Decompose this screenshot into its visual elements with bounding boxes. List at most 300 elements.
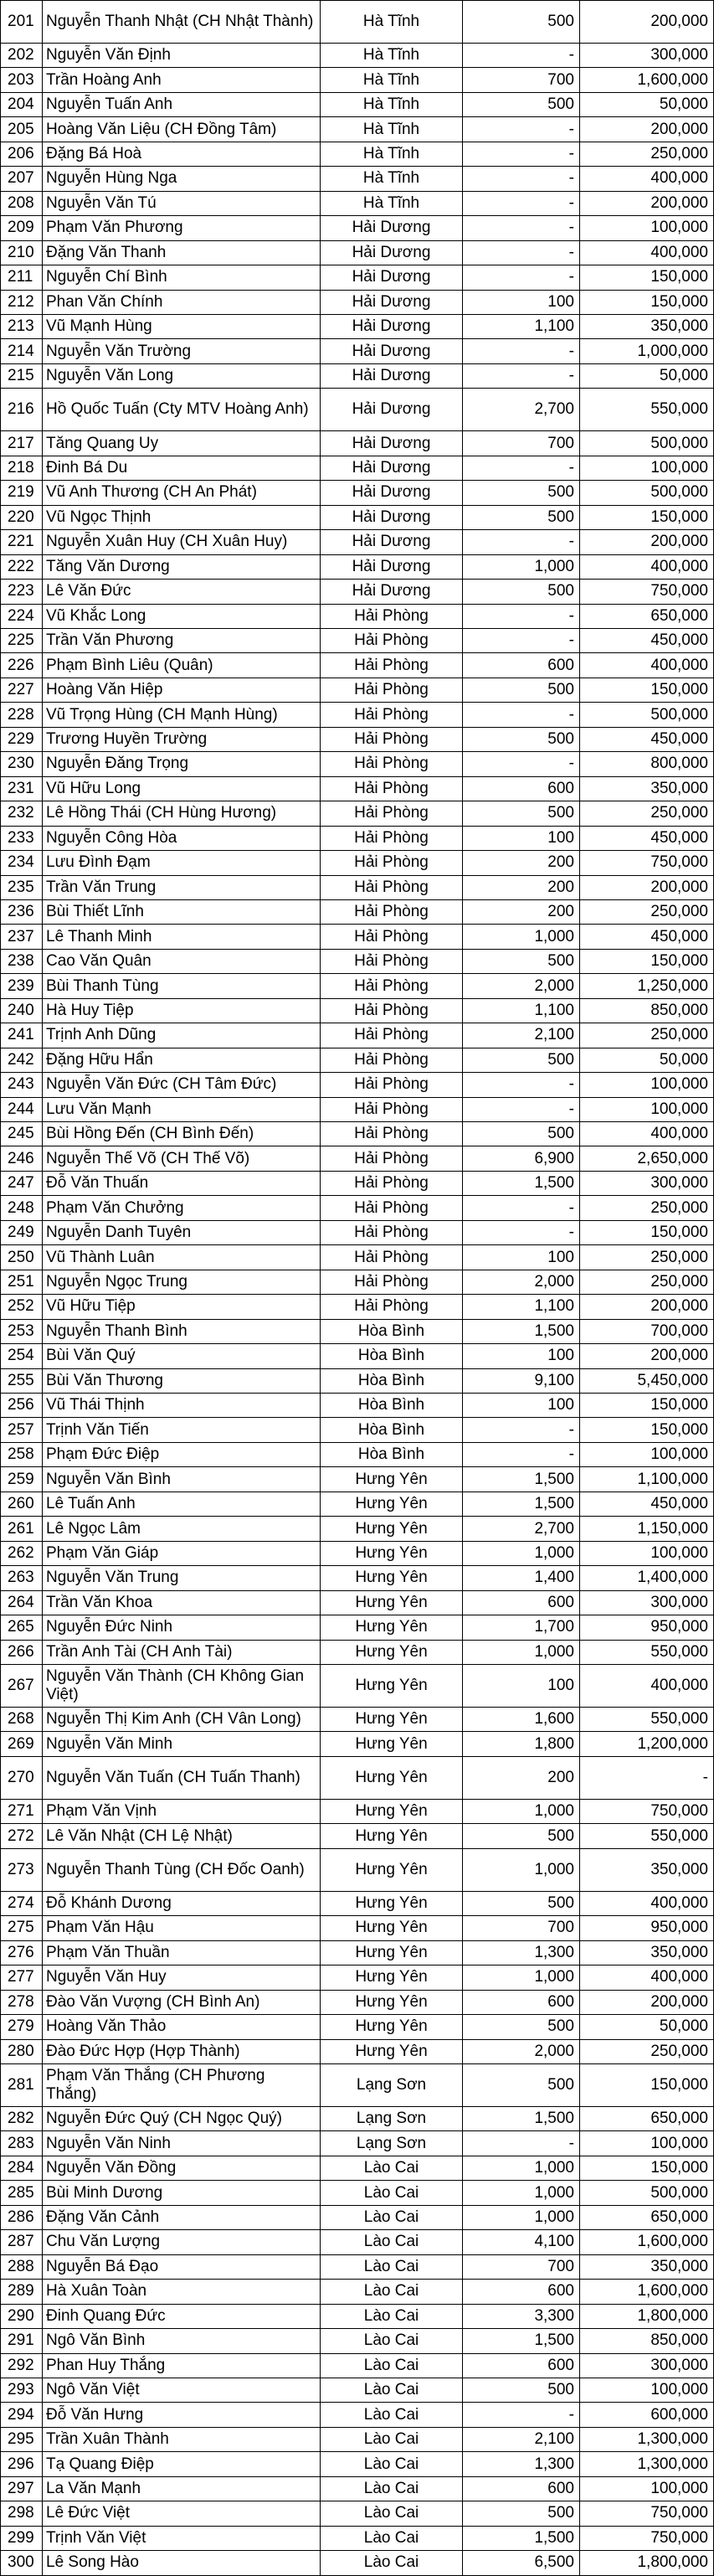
province-cell: Hải Phòng [321,776,463,801]
quantity-cell: 2,000 [463,1270,580,1294]
table-row [1,776,714,801]
amount-cell: 1,100,000 [580,1467,714,1492]
row-number-cell: 225 [1,628,43,652]
table-row [1,265,714,290]
province-cell: Hải Phòng [321,1220,463,1244]
name-cell: Phạm Đức Điệp [43,1442,321,1466]
quantity-cell: 1,500 [463,2526,580,2550]
name-cell: Vũ Ngọc Thịnh [43,505,321,529]
table-row [1,1196,714,1220]
quantity-cell: - [463,339,580,363]
quantity-cell: 600 [463,776,580,801]
quantity-cell: - [463,1097,580,1121]
province-cell: Hải Dương [321,580,463,604]
row-number-cell: 230 [1,752,43,776]
table-row [1,2230,714,2254]
name-cell: Bùi Hồng Đến (CH Bình Đến) [43,1122,321,1146]
name-cell: Lưu Văn Mạnh [43,1097,321,1121]
table-row [1,1541,714,1565]
amount-cell: 750,000 [580,851,714,875]
amount-cell: 150,000 [580,1220,714,1244]
row-number-cell: 269 [1,1732,43,1756]
quantity-cell: 1,400 [463,1566,580,1590]
amount-cell: 850,000 [580,998,714,1023]
amount-cell: 600,000 [580,2403,714,2427]
name-cell: Lê Văn Nhật (CH Lệ Nhật) [43,1824,321,1848]
province-cell: Lào Cai [321,2280,463,2304]
province-cell: Hà Tĩnh [321,167,463,191]
province-cell: Hưng Yên [321,1940,463,1965]
name-cell: Lê Thanh Minh [43,925,321,949]
amount-cell: 650,000 [580,2106,714,2130]
name-cell: Nguyễn Đức Quý (CH Ngọc Quý) [43,2106,321,2130]
table-row [1,554,714,579]
row-number-cell: 271 [1,1799,43,1823]
amount-cell: 950,000 [580,1916,714,1940]
name-cell: Nguyễn Thế Võ (CH Thế Võ) [43,1146,321,1171]
table-row [1,314,714,338]
quantity-cell: - [463,2131,580,2156]
row-number-cell: 216 [1,389,43,431]
name-cell: Hoàng Văn Liệu (CH Đồng Tâm) [43,117,321,142]
province-cell: Lào Cai [321,2353,463,2378]
name-cell: Nguyễn Thanh Tùng (CH Đốc Oanh) [43,1848,321,1891]
table-row [1,1848,714,1891]
table-row [1,1368,714,1393]
row-number-cell: 251 [1,1270,43,1294]
quantity-cell: - [463,191,580,215]
table-row [1,1640,714,1664]
province-cell: Lào Cai [321,2551,463,2575]
province-cell: Hải Phòng [321,1023,463,1048]
province-cell: Hải Phòng [321,1270,463,1294]
quantity-cell: - [463,142,580,166]
row-number-cell: 299 [1,2526,43,2550]
row-number-cell: 292 [1,2353,43,2378]
province-cell: Hà Tĩnh [321,68,463,92]
quantity-cell: 500 [463,2501,580,2526]
province-cell: Lạng Sơn [321,2131,463,2156]
row-number-cell: 287 [1,2230,43,2254]
amount-cell: 150,000 [580,265,714,290]
row-number-cell: 294 [1,2403,43,2427]
name-cell: Nguyễn Văn Ninh [43,2131,321,2156]
province-cell: Hải Phòng [321,998,463,1023]
amount-cell: 200,000 [580,1295,714,1319]
name-cell: Bùi Minh Dương [43,2181,321,2205]
row-number-cell: 209 [1,216,43,240]
table-row [1,290,714,314]
table-row [1,389,714,431]
name-cell: Trần Văn Trung [43,875,321,899]
table-row [1,2304,714,2328]
name-cell: Nguyễn Thanh Nhật (CH Nhật Thành) [43,1,321,44]
amount-cell: 50,000 [580,1048,714,1072]
name-cell: Nguyễn Văn Đồng [43,2156,321,2180]
name-cell: Trần Anh Tài (CH Anh Tài) [43,1640,321,1664]
quantity-cell: - [463,1418,580,1442]
name-cell: Lưu Đình Đạm [43,851,321,875]
province-cell: Hòa Bình [321,1418,463,1442]
name-cell: Bùi Thiết Lĩnh [43,899,321,924]
name-cell: Hồ Quốc Tuấn (Cty MTV Hoàng Anh) [43,389,321,431]
table-row [1,2551,714,2575]
province-cell: Hải Phòng [321,1146,463,1171]
row-number-cell: 260 [1,1492,43,1516]
name-cell: Vũ Hữu Long [43,776,321,801]
name-cell: Nguyễn Văn Huy [43,1965,321,1990]
amount-cell: 1,800,000 [580,2304,714,2328]
name-cell: Chu Văn Lượng [43,2230,321,2254]
table-row [1,2063,714,2106]
table-row [1,1,714,44]
quantity-cell: 9,100 [463,1368,580,1393]
row-number-cell: 253 [1,1319,43,1343]
table-row [1,801,714,826]
name-cell: Nguyễn Ngọc Trung [43,1270,321,1294]
row-number-cell: 247 [1,1171,43,1195]
table-row [1,505,714,529]
quantity-cell: 100 [463,1665,580,1708]
name-cell: Hoàng Văn Thảo [43,2015,321,2039]
province-cell: Hải Dương [321,216,463,240]
row-number-cell: 224 [1,604,43,628]
row-number-cell: 201 [1,1,43,44]
province-cell: Hưng Yên [321,1732,463,1756]
quantity-cell: 4,100 [463,2230,580,2254]
name-cell: Trần Văn Khoa [43,1590,321,1615]
amount-cell: 250,000 [580,801,714,826]
province-cell: Hải Phòng [321,1245,463,1270]
quantity-cell: 1,100 [463,1295,580,1319]
amount-cell: 200,000 [580,1,714,44]
row-number-cell: 220 [1,505,43,529]
province-cell: Lào Cai [321,2403,463,2427]
name-cell: Phạm Văn Phương [43,216,321,240]
quantity-cell: - [463,1442,580,1466]
table-row [1,851,714,875]
name-cell: Vũ Mạnh Hùng [43,314,321,338]
province-cell: Lào Cai [321,2230,463,2254]
table-row [1,2131,714,2156]
table-row [1,1418,714,1442]
name-cell: Vũ Hữu Tiệp [43,1295,321,1319]
name-cell: Nguyễn Đăng Trọng [43,752,321,776]
amount-cell: 100,000 [580,456,714,480]
amount-cell: 400,000 [580,1122,714,1146]
table-row [1,1590,714,1615]
name-cell: Vũ Khắc Long [43,604,321,628]
province-cell: Hải Phòng [321,653,463,677]
row-number-cell: 291 [1,2329,43,2353]
row-number-cell: 270 [1,1756,43,1799]
row-number-cell: 297 [1,2476,43,2501]
table-row [1,653,714,677]
amount-cell: 1,200,000 [580,1732,714,1756]
table-row [1,1023,714,1048]
amount-cell: 1,150,000 [580,1517,714,1541]
province-cell: Hưng Yên [321,1916,463,1940]
quantity-cell: 700 [463,2254,580,2279]
row-number-cell: 221 [1,530,43,554]
table-row [1,1295,714,1319]
quantity-cell: - [463,1220,580,1244]
name-cell: Nguyễn Văn Tuấn (CH Tuấn Thanh) [43,1756,321,1799]
row-number-cell: 207 [1,167,43,191]
province-cell: Hải Phòng [321,1295,463,1319]
name-cell: Đinh Quang Đức [43,2304,321,2328]
name-cell: Lê Ngọc Lâm [43,1517,321,1541]
table-row [1,142,714,166]
amount-cell: 350,000 [580,314,714,338]
name-cell: Lê Tuấn Anh [43,1492,321,1516]
amount-cell: 400,000 [580,240,714,265]
row-number-cell: 256 [1,1394,43,1418]
table-row [1,1122,714,1146]
table-row [1,2254,714,2279]
name-cell: Nguyễn Văn Tú [43,191,321,215]
amount-cell: 200,000 [580,117,714,142]
name-cell: Ngô Văn Việt [43,2378,321,2402]
row-number-cell: 248 [1,1196,43,1220]
table-row [1,1990,714,2014]
amount-cell: 5,450,000 [580,1368,714,1393]
row-number-cell: 255 [1,1368,43,1393]
table-row [1,628,714,652]
row-number-cell: 241 [1,1023,43,1048]
row-number-cell: 275 [1,1916,43,1940]
quantity-cell: 500 [463,2378,580,2402]
province-cell: Hưng Yên [321,2015,463,2039]
name-cell: Hà Huy Tiệp [43,998,321,1023]
province-cell: Hưng Yên [321,1665,463,1708]
quantity-cell: 3,300 [463,2304,580,2328]
province-cell: Hưng Yên [321,1640,463,1664]
name-cell: Đặng Văn Cảnh [43,2205,321,2229]
table-row [1,1615,714,1640]
amount-cell: 400,000 [580,653,714,677]
amount-cell: 700,000 [580,1319,714,1343]
row-number-cell: 267 [1,1665,43,1708]
quantity-cell: 1,000 [463,925,580,949]
name-cell: Đinh Bá Du [43,456,321,480]
table-row [1,240,714,265]
name-cell: Đặng Bá Hoà [43,142,321,166]
table-row [1,1891,714,1915]
table-row [1,2205,714,2229]
quantity-cell: 1,000 [463,1541,580,1565]
amount-cell: 150,000 [580,949,714,973]
row-number-cell: 264 [1,1590,43,1615]
quantity-cell: 500 [463,1048,580,1072]
table-row [1,1756,714,1799]
quantity-cell: 600 [463,2280,580,2304]
quantity-cell: - [463,216,580,240]
amount-cell: 200,000 [580,530,714,554]
row-number-cell: 263 [1,1566,43,1590]
amount-cell: 400,000 [580,167,714,191]
quantity-cell: 500 [463,580,580,604]
province-cell: Lào Cai [321,2476,463,2501]
province-cell: Hưng Yên [321,1615,463,1640]
quantity-cell: - [463,2403,580,2427]
province-cell: Hưng Yên [321,1990,463,2014]
row-number-cell: 280 [1,2039,43,2063]
name-cell: Trịnh Văn Tiến [43,1418,321,1442]
row-number-cell: 300 [1,2551,43,2575]
table-row [1,2156,714,2180]
name-cell: Nguyễn Xuân Huy (CH Xuân Huy) [43,530,321,554]
name-cell: Nguyễn Văn Thành (CH Không Gian Việt) [43,1665,321,1708]
table-row [1,2181,714,2205]
table-row [1,117,714,142]
quantity-cell: 500 [463,92,580,116]
quantity-cell: 6,500 [463,2551,580,2575]
amount-cell: 500,000 [580,2181,714,2205]
quantity-cell: 1,500 [463,1467,580,1492]
row-number-cell: 252 [1,1295,43,1319]
quantity-cell: 600 [463,1990,580,2014]
amount-cell: 350,000 [580,1848,714,1891]
row-number-cell: 288 [1,2254,43,2279]
quantity-cell: 700 [463,1916,580,1940]
province-cell: Hải Dương [321,505,463,529]
amount-cell: 850,000 [580,2329,714,2353]
name-cell: Lê Văn Đức [43,580,321,604]
province-cell: Lào Cai [321,2181,463,2205]
row-number-cell: 244 [1,1097,43,1121]
amount-cell: 550,000 [580,1824,714,1848]
table-row [1,1665,714,1708]
name-cell: Phan Văn Chính [43,290,321,314]
province-cell: Hải Dương [321,481,463,505]
row-number-cell: 232 [1,801,43,826]
province-cell: Hải Phòng [321,1048,463,1072]
amount-cell: 750,000 [580,2501,714,2526]
quantity-cell: 600 [463,653,580,677]
table-row [1,1916,714,1940]
name-cell: Vũ Trọng Hùng (CH Mạnh Hùng) [43,703,321,727]
row-number-cell: 237 [1,925,43,949]
name-cell: Đỗ Khánh Dương [43,1891,321,1915]
name-cell: Phạm Văn Thắng (CH Phương Thắng) [43,2063,321,2106]
amount-cell: 250,000 [580,1196,714,1220]
table-row [1,530,714,554]
row-number-cell: 211 [1,265,43,290]
row-number-cell: 285 [1,2181,43,2205]
quantity-cell: - [463,167,580,191]
row-number-cell: 239 [1,974,43,998]
amount-cell: 250,000 [580,899,714,924]
province-cell: Lào Cai [321,2378,463,2402]
name-cell: Trần Hoàng Anh [43,68,321,92]
table-row [1,1940,714,1965]
amount-cell: 400,000 [580,1891,714,1915]
quantity-cell: 100 [463,290,580,314]
name-cell: Nguyễn Bá Đạo [43,2254,321,2279]
province-cell: Hà Tĩnh [321,117,463,142]
province-cell: Hải Phòng [321,851,463,875]
table-row [1,2039,714,2063]
amount-cell: 350,000 [580,776,714,801]
name-cell: Cao Văn Quân [43,949,321,973]
province-cell: Lào Cai [321,2205,463,2229]
province-cell: Hải Phòng [321,1122,463,1146]
quantity-cell: 500 [463,1122,580,1146]
table-row [1,1517,714,1541]
amount-cell: 100,000 [580,2476,714,2501]
name-cell: Tạ Quang Điệp [43,2452,321,2476]
row-number-cell: 236 [1,899,43,924]
quantity-cell: 600 [463,1590,580,1615]
row-number-cell: 276 [1,1940,43,1965]
quantity-cell: 1,000 [463,554,580,579]
quantity-cell: - [463,752,580,776]
amount-cell: 300,000 [580,1171,714,1195]
quantity-cell: 1,000 [463,2205,580,2229]
row-number-cell: 238 [1,949,43,973]
name-cell: Đào Văn Vượng (CH Bình An) [43,1990,321,2014]
row-number-cell: 229 [1,727,43,751]
name-cell: Nguyễn Hùng Nga [43,167,321,191]
quantity-cell: 1,800 [463,1732,580,1756]
name-cell: Nguyễn Tuấn Anh [43,92,321,116]
amount-cell: 450,000 [580,727,714,751]
amount-cell: 100,000 [580,2131,714,2156]
name-cell: Đặng Hữu Hẩn [43,1048,321,1072]
name-cell: La Văn Mạnh [43,2476,321,2501]
province-cell: Hải Phòng [321,628,463,652]
name-cell: Hoàng Văn Hiệp [43,677,321,702]
amount-cell: 500,000 [580,481,714,505]
amount-cell: 450,000 [580,826,714,850]
amount-cell: 150,000 [580,2063,714,2106]
table-row [1,44,714,68]
province-cell: Hà Tĩnh [321,44,463,68]
province-cell: Hải Dương [321,363,463,388]
amount-cell: 100,000 [580,216,714,240]
name-cell: Trương Huyền Trường [43,727,321,751]
province-cell: Hải Phòng [321,1097,463,1121]
province-cell: Hưng Yên [321,1541,463,1565]
amount-cell: 50,000 [580,92,714,116]
quantity-cell: - [463,265,580,290]
table-row [1,974,714,998]
quantity-cell: - [463,1073,580,1097]
row-number-cell: 282 [1,2106,43,2130]
quantity-cell: 500 [463,1824,580,1848]
province-cell: Hải Dương [321,389,463,431]
table-row [1,998,714,1023]
name-cell: Trịnh Anh Dũng [43,1023,321,1048]
name-cell: Nguyễn Văn Minh [43,1732,321,1756]
row-number-cell: 254 [1,1344,43,1368]
row-number-cell: 272 [1,1824,43,1848]
table-row [1,2015,714,2039]
quantity-cell: 200 [463,851,580,875]
quantity-cell: - [463,44,580,68]
table-row [1,875,714,899]
row-number-cell: 258 [1,1442,43,1466]
row-number-cell: 231 [1,776,43,801]
province-cell: Hải Phòng [321,974,463,998]
table-row [1,167,714,191]
table-row [1,925,714,949]
table-row [1,677,714,702]
table-row [1,949,714,973]
table-row [1,2476,714,2501]
table-row [1,339,714,363]
